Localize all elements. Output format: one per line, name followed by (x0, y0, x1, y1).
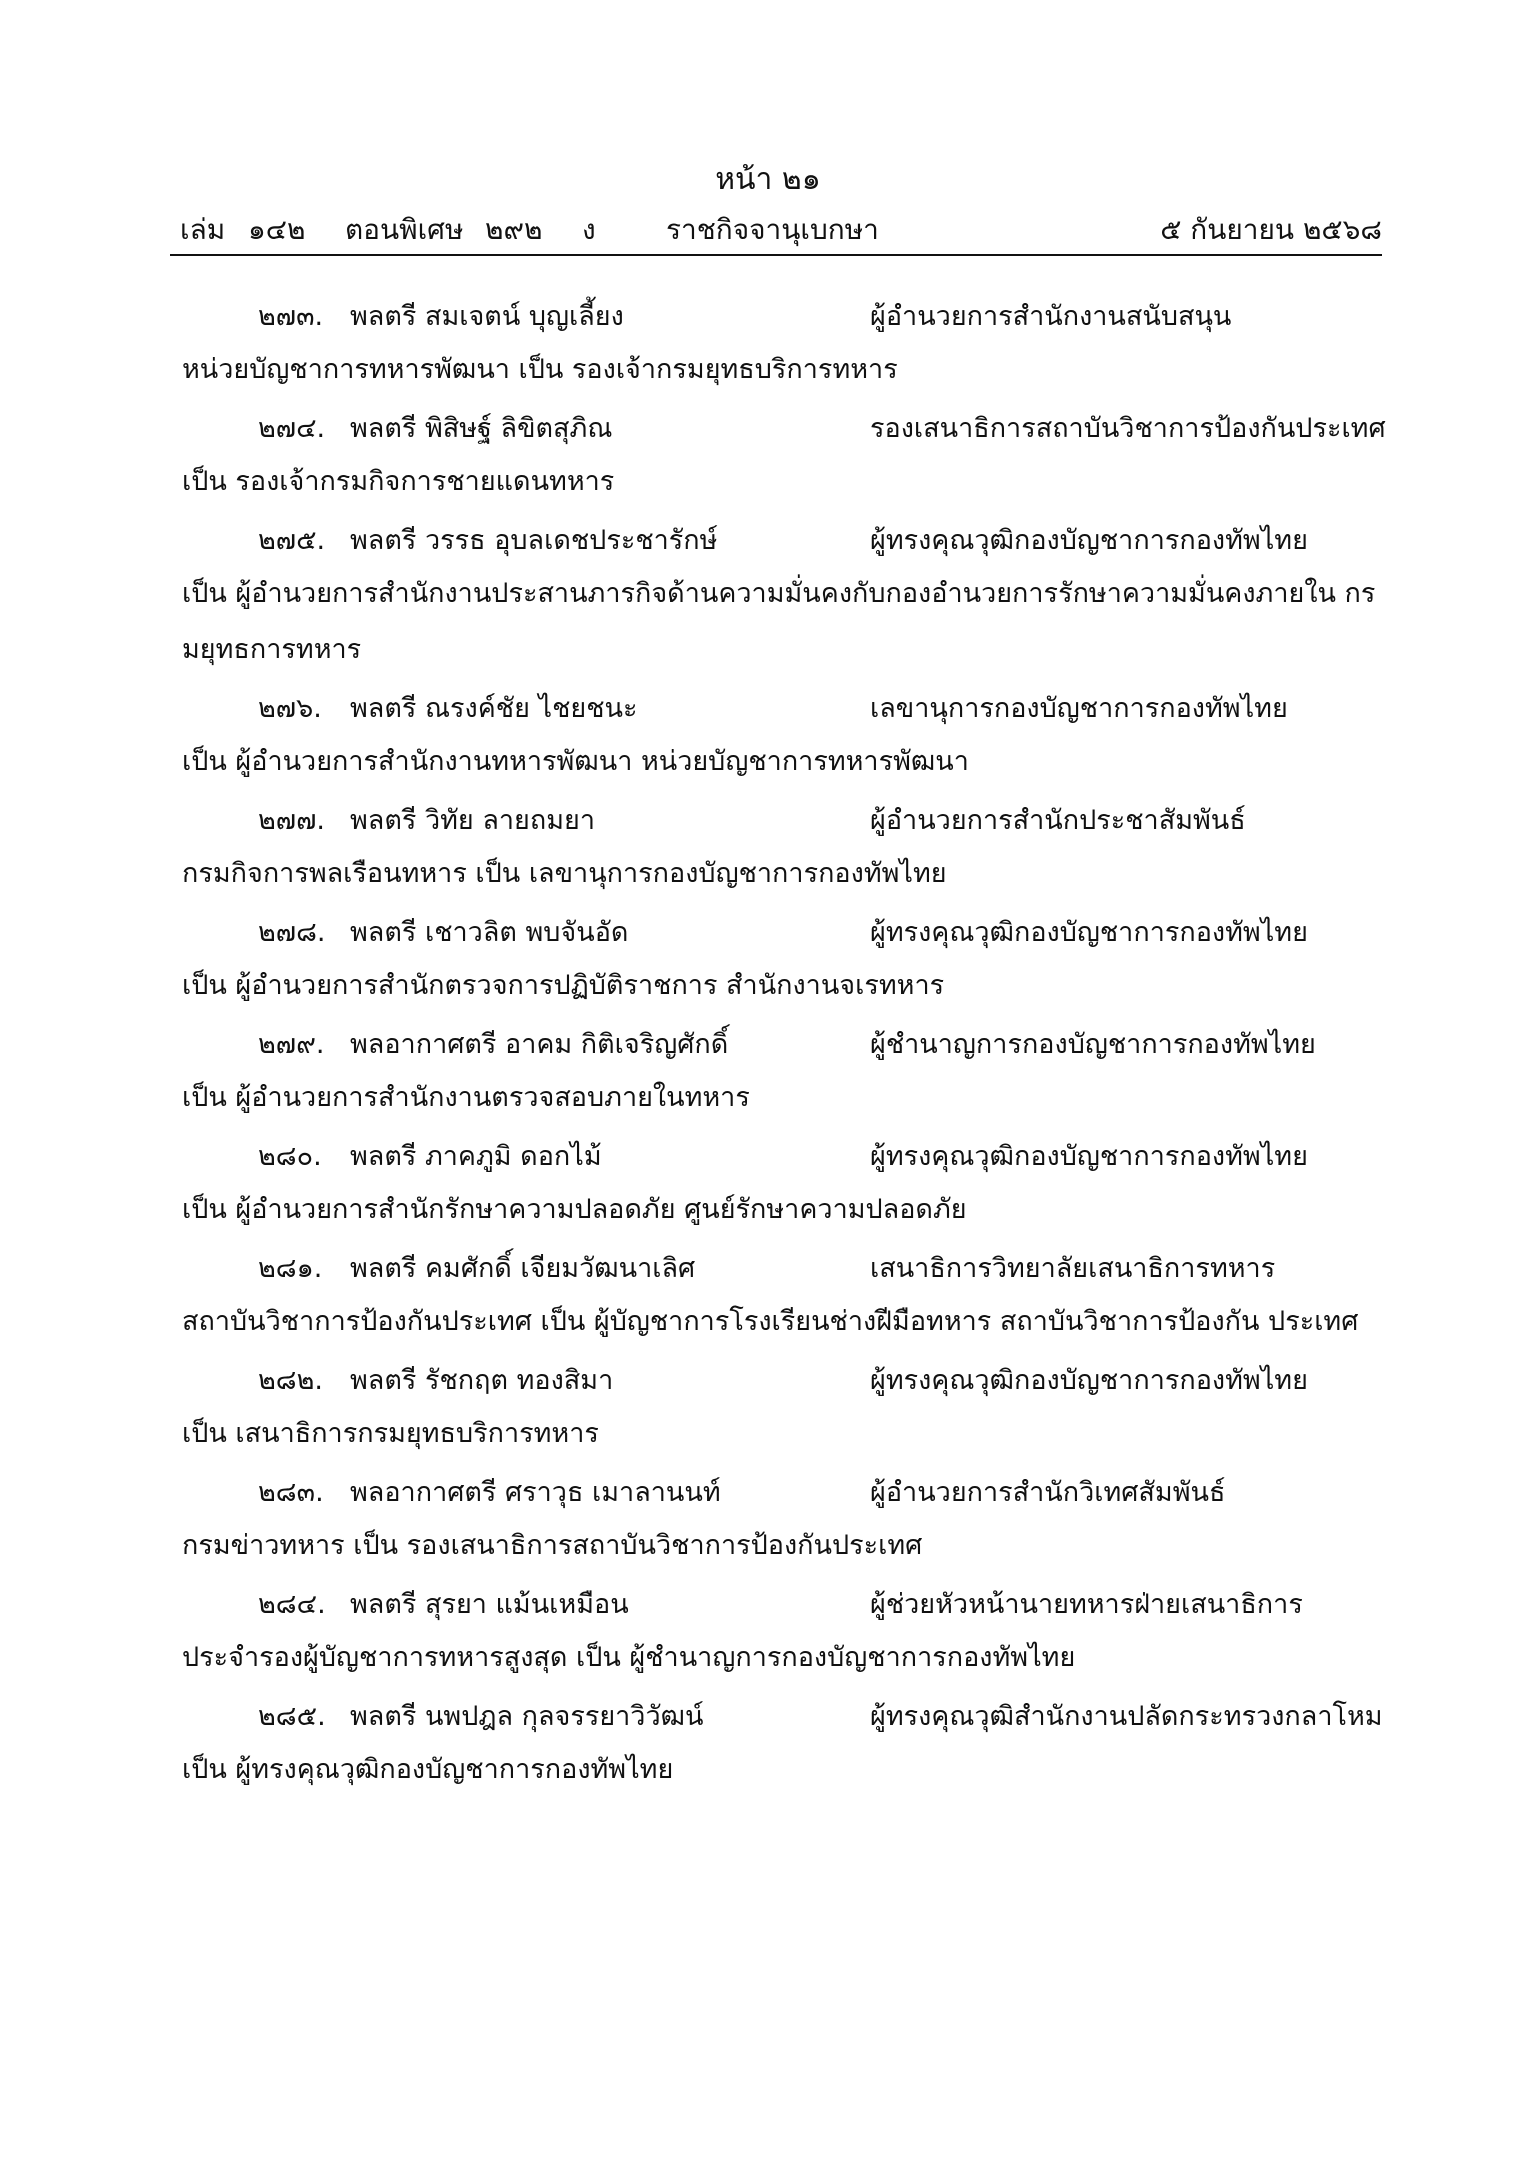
officer-name: พลตรี เชาวลิต พบจันอัด (350, 917, 629, 948)
appointment-detail: เป็น ผู้อำนวยการสำนักงานตรวจสอบภายในทหาร (182, 1082, 750, 1113)
entry-number: ๒๗๕. (258, 525, 326, 556)
appointment-entry (182, 902, 1382, 1014)
officer-name: พลตรี สุรยา แม้นเหมือน (350, 1589, 629, 1620)
officer-name: พลตรี นพปฎล กุลจรรยาวิวัฒน์ (350, 1701, 704, 1732)
entry-number: ๒๗๔. (258, 413, 326, 444)
appointment-entry (182, 1126, 1382, 1238)
current-position: ผู้ทรงคุณวุฒิสำนักงานปลัดกระทรวงกลาโหม (870, 1701, 1383, 1732)
current-position: เสนาธิการวิทยาลัยเสนาธิการทหาร (870, 1253, 1276, 1284)
appointment-list (182, 286, 1386, 1798)
issue-label: ตอนพิเศษ (345, 213, 464, 246)
current-position: ผู้ช่วยหัวหน้านายทหารฝ่ายเสนาธิการ (870, 1589, 1303, 1620)
appointment-detail: หน่วยบัญชาการทหารพัฒนา เป็น รองเจ้ากรมยุทธบริการทหาร (182, 354, 898, 385)
officer-name: พลตรี รัชกฤต ทองสิมา (350, 1365, 614, 1396)
appointment-entry (182, 510, 1382, 678)
officer-name: พลตรี วรรธ อุบลเดชประชารักษ์ (350, 525, 718, 556)
entry-number: ๒๗๓. (258, 301, 324, 332)
current-position: ผู้ชำนาญการกองบัญชาการกองทัพไทย (870, 1029, 1316, 1060)
current-position: ผู้อำนวยการสำนักวิเทศสัมพันธ์ (870, 1477, 1226, 1508)
gazette-name: ราชกิจจานุเบกษา (666, 213, 879, 246)
entry-number: ๒๘๕. (258, 1701, 326, 1732)
volume-label: เล่ม (180, 213, 226, 246)
appointment-detail: เป็น ผู้อำนวยการสำนักงานประสานภารกิจด้านความมั่นคงกับกองอำนวยการรักษาความมั่นคงภายใน กรมยุทธการทหาร (182, 578, 1376, 665)
officer-name: พลตรี ภาคภูมิ ดอกไม้ (350, 1141, 602, 1172)
appointment-entry (182, 790, 1382, 902)
appointment-entry (182, 1462, 1382, 1574)
entry-number: ๒๘๓. (258, 1477, 324, 1508)
gazette-header (180, 210, 1382, 250)
entry-number: ๒๗๖. (258, 693, 322, 724)
entry-number: ๒๗๘. (258, 917, 326, 948)
current-position: ผู้ทรงคุณวุฒิกองบัญชาการกองทัพไทย (870, 917, 1308, 948)
current-position: ผู้อำนวยการสำนักงานสนับสนุน (870, 301, 1232, 332)
appointment-detail: เป็น เสนาธิการกรมยุทธบริการทหาร (182, 1418, 599, 1449)
appointment-detail: เป็น รองเจ้ากรมกิจการชายแดนทหาร (182, 466, 615, 497)
appointment-entry (182, 1350, 1382, 1462)
header-divider (170, 254, 1382, 256)
section-letter: ง (582, 213, 596, 246)
current-position: ผู้ทรงคุณวุฒิกองบัญชาการกองทัพไทย (870, 525, 1308, 556)
current-position: ผู้ทรงคุณวุฒิกองบัญชาการกองทัพไทย (870, 1141, 1308, 1172)
publication-date: ๕ กันยายน ๒๕๖๘ (1160, 213, 1382, 246)
appointment-detail: เป็น ผู้ทรงคุณวุฒิกองบัญชาการกองทัพไทย (182, 1754, 674, 1785)
appointment-entry (182, 1014, 1382, 1126)
appointment-entry (182, 1238, 1382, 1350)
officer-name: พลตรี คมศักดิ์ เจียมวัฒนาเลิศ (350, 1253, 696, 1284)
appointment-detail: เป็น ผู้อำนวยการสำนักตรวจการปฏิบัติราชการ สำนักงานจเรทหาร (182, 970, 945, 1001)
officer-name: พลอากาศตรี อาคม กิติเจริญศักดิ์ (350, 1029, 729, 1060)
entry-number: ๒๗๙. (258, 1029, 325, 1060)
entry-number: ๒๘๐. (258, 1141, 322, 1172)
appointment-detail: เป็น ผู้อำนวยการสำนักรักษาความปลอดภัย ศูนย์รักษาความปลอดภัย (182, 1194, 967, 1225)
officer-name: พลตรี สมเจตน์ บุญเลี้ยง (350, 301, 624, 332)
officer-name: พลตรี ณรงค์ชัย ไชยชนะ (350, 693, 638, 724)
appointment-detail: สถาบันวิชาการป้องกันประเทศ เป็น ผู้บัญชาการโรงเรียนช่างฝีมือทหาร สถาบันวิชาการป้องกัน ประเทศ (182, 1306, 1359, 1337)
entry-number: ๒๘๒. (258, 1365, 324, 1396)
officer-name: พลตรี วิทัย ลายถมยา (350, 805, 595, 836)
entry-number: ๒๘๑. (258, 1253, 323, 1284)
appointment-detail: กรมข่าวทหาร เป็น รองเสนาธิการสถาบันวิชาการป้องกันประเทศ (182, 1530, 923, 1561)
current-position: ผู้ทรงคุณวุฒิกองบัญชาการกองทัพไทย (870, 1365, 1308, 1396)
current-position: รองเสนาธิการสถาบันวิชาการป้องกันประเทศ (870, 413, 1386, 444)
entry-number: ๒๗๗. (258, 805, 325, 836)
appointment-entry (182, 1574, 1382, 1686)
officer-name: พลอากาศตรี ศราวุธ เมาลานนท์ (350, 1477, 721, 1508)
current-position: ผู้อำนวยการสำนักประชาสัมพันธ์ (870, 805, 1246, 836)
appointment-entry (182, 1686, 1382, 1798)
appointment-entry (182, 398, 1386, 510)
appointment-entry (182, 286, 1382, 398)
appointment-entry (182, 678, 1382, 790)
appointment-detail: ประจำรองผู้บัญชาการทหารสูงสุด เป็น ผู้ชำนาญการกองบัญชาการกองทัพไทย (182, 1642, 1076, 1673)
appointment-detail: กรมกิจการพลเรือนทหาร เป็น เลขานุการกองบัญชาการกองทัพไทย (182, 858, 947, 889)
issue-number: ๒๙๒ (485, 213, 543, 246)
current-position: เลขานุการกองบัญชาการกองทัพไทย (870, 693, 1288, 724)
entry-number: ๒๘๔. (258, 1589, 326, 1620)
page-number: หน้า ๒๑ (715, 162, 821, 197)
volume-number: ๑๔๒ (248, 213, 306, 246)
officer-name: พลตรี พิสิษฐ์ ลิขิตสุภิณ (350, 413, 613, 444)
appointment-detail: เป็น ผู้อำนวยการสำนักงานทหารพัฒนา หน่วยบัญชาการทหารพัฒนา (182, 746, 969, 777)
